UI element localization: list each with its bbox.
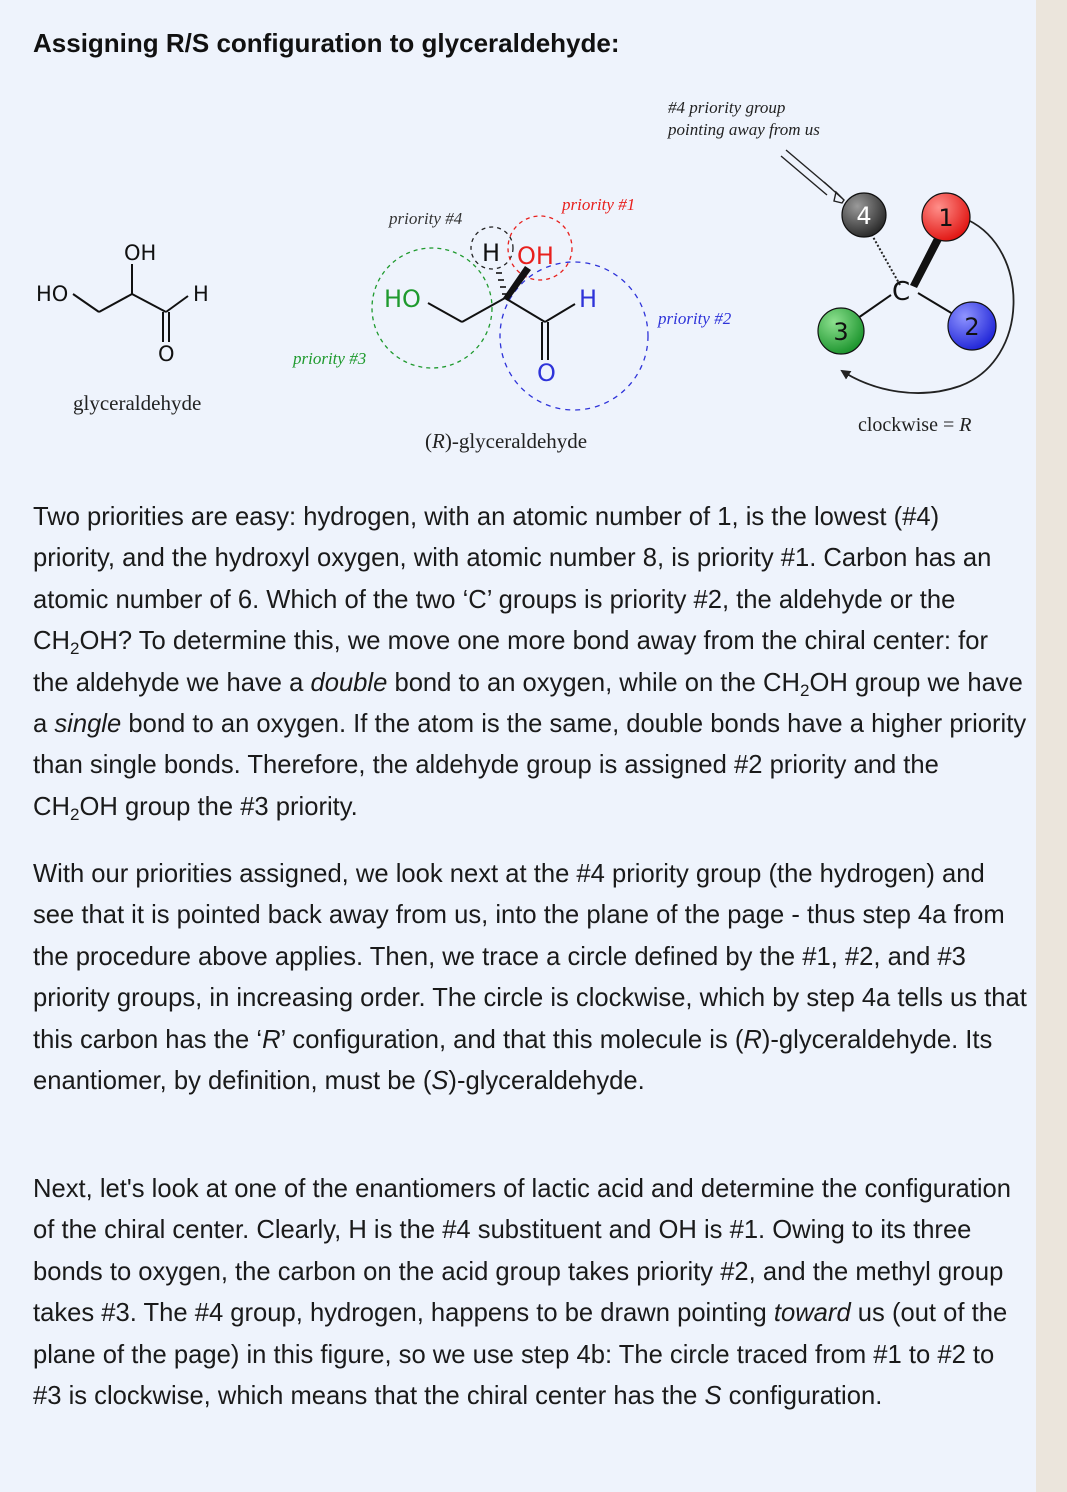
- middle-h2-label: H: [579, 285, 598, 313]
- left-oh-label: OH: [124, 241, 157, 265]
- middle-molecule-caption: (R)-glyceraldehyde: [425, 429, 588, 453]
- right-diagram: [667, 98, 1014, 436]
- hashed-bond: [496, 273, 508, 294]
- left-o-label: O: [158, 342, 175, 366]
- away-arrow-icon: [781, 150, 844, 203]
- ball3-label: 3: [833, 318, 849, 346]
- left-h-label: H: [193, 282, 209, 306]
- ball1-label: 1: [938, 204, 954, 232]
- middle-h-label: H: [482, 239, 501, 267]
- glyceraldehyde-figure: [0, 80, 1036, 460]
- wedge-bond: [503, 266, 531, 301]
- middle-molecule-bonds: [428, 298, 575, 360]
- paragraph-1: Two priorities are easy: hydrogen, with an atomic number of 1, is the lowest (#4) priority, and the hydroxyl oxygen, with atomic number 8, is priority #1. Carbon has an atomic number of 6. Which of the two ‘C’ groups is priority #2, the aldehyde or the $CH_2OH$? To determine this, we move one more bond away from the chiral center: for the aldehyde we have a double bond to an oxygen, while on the $CH_2OH$ group we have a single bond to an oxygen. If the atom is the same, double bonds have a higher priority than single bonds. Therefore, the aldehyde group is assigned #2 priority and the $CH_2OH$ group the #3 priority.: [33, 503, 1027, 824]
- left-molecule-caption: glyceraldehyde: [73, 391, 202, 415]
- middle-molecule: [292, 195, 732, 453]
- ball4-label: 4: [856, 202, 872, 230]
- right-diagram-caption: clockwise = R: [858, 414, 972, 436]
- left-molecule: [36, 241, 209, 415]
- paragraph-2: With our priorities assigned, we look next at the #4 priority group (the hydrogen) and see that it is pointed back away from us, into the plane of the page - thus step 4a from the procedure above applies. Then, we trace a circle defined by the #1, #2, and #3 priority groups, in increasing order. The circle is clockwise, which by step 4a tells us that this carbon has the ‘R’ configuration, and that this molecule is (R)-glyceraldehyde. Its enantiomer, by definition, must be (S)-glyceraldehyde.: [33, 860, 1027, 1096]
- priority3-label: priority #3: [293, 349, 367, 368]
- page-title: Assigning R/S configuration to glyceraldehyde:: [33, 28, 620, 58]
- priority2-circle: [500, 262, 648, 410]
- paragraph-3: Next, let's look at one of the enantiomers of lactic acid and determine the configuration of the chiral center. Clearly, H is the #4 substituent and OH is #1. Owing to its three bonds to oxygen, the carbon on the acid group takes priority #2, and the methyl group takes #3. The #4 group, hydrogen, happens to be drawn pointing toward us (out of the plane of the page) in this figure, so we use step 4b: The circle traced from #1 to #2 to #3 is clockwise, which means that the chiral center has the S configuration.: [33, 1175, 1012, 1411]
- note-line1: #4 priority group: [668, 98, 786, 117]
- middle-o-label: O: [537, 359, 556, 387]
- note-line2: pointing away from us: [668, 120, 820, 139]
- middle-oh-label: OH: [517, 242, 554, 270]
- left-ho-label: HO: [36, 282, 69, 306]
- left-molecule-bonds: [73, 264, 188, 342]
- priority4-label: priority #4: [389, 209, 463, 228]
- priority1-label: priority #1: [562, 195, 636, 214]
- chiral-center-label: C: [892, 277, 911, 307]
- middle-ho-label: HO: [384, 285, 421, 313]
- ball2-label: 2: [964, 313, 980, 341]
- clockwise-arrow-icon: [842, 220, 1014, 393]
- priority2-label: priority #2: [658, 309, 732, 328]
